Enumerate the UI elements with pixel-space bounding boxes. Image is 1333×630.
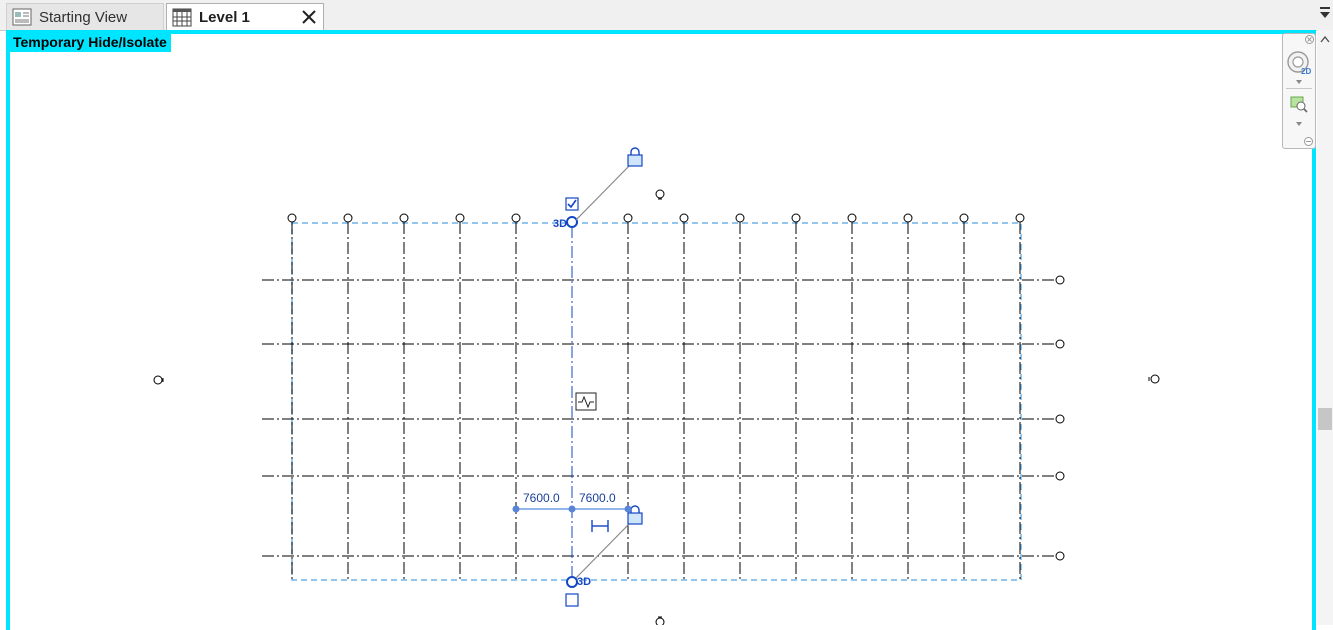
grid-bubble-v12[interactable]: [904, 214, 912, 222]
show-bubble-checkbox-bottom[interactable]: [566, 594, 578, 606]
tab-starting-view-label: Starting View: [39, 8, 128, 26]
temporary-hide-isolate-label: Temporary Hide/Isolate: [9, 33, 171, 52]
dimension-grip-right[interactable]: [625, 506, 632, 513]
grid-bubble-h4[interactable]: [1056, 472, 1064, 480]
grid-bubble-h3[interactable]: [1056, 415, 1064, 423]
selected-grid-bubble-bottom[interactable]: [567, 577, 577, 587]
navbar-options-icon[interactable]: [1304, 137, 1313, 146]
grid-bubble-v11[interactable]: [848, 214, 856, 222]
grid-bubble-v3[interactable]: [400, 214, 408, 222]
vertical-grid-lines: [292, 222, 1020, 580]
show-bubble-checkbox-top[interactable]: [566, 198, 578, 210]
grid-3d-label-bottom[interactable]: 3D: [577, 576, 592, 588]
chevron-down-icon[interactable]: [1295, 79, 1303, 85]
grid-bubble-v9[interactable]: [736, 214, 744, 222]
grid-bubble-v2[interactable]: [344, 214, 352, 222]
chevron-down-icon[interactable]: [1295, 121, 1303, 127]
selected-grid-bubble-top[interactable]: [567, 217, 577, 227]
grid-bubble-v10[interactable]: [792, 214, 800, 222]
grid-bubble-v7[interactable]: [624, 214, 632, 222]
grid-bubble-v1[interactable]: [288, 214, 296, 222]
grid-bubble-h5[interactable]: [1056, 552, 1064, 560]
lock-leader-top: [576, 164, 631, 220]
wheel-2d-badge: 2D: [1301, 67, 1312, 76]
elevation-marker-south[interactable]: [656, 617, 664, 625]
grid-bubble-h2[interactable]: [1056, 340, 1064, 348]
steering-wheel-icon[interactable]: [1286, 50, 1312, 76]
dimension-value-left[interactable]: 7600.0: [523, 491, 560, 505]
navbar-divider: [1286, 88, 1312, 89]
grid-bubble-h1[interactable]: [1056, 276, 1064, 284]
crop-region[interactable]: [292, 223, 1021, 580]
vertical-scrollbar[interactable]: [1317, 30, 1333, 625]
add-elbow-icon[interactable]: [576, 393, 596, 410]
scroll-up-icon[interactable]: [1319, 34, 1331, 46]
make-dimension-icon[interactable]: [592, 520, 608, 532]
grid-bubble-v5[interactable]: [512, 214, 520, 222]
grid-3d-label-top[interactable]: 3D: [553, 218, 568, 230]
temporary-dimension[interactable]: [513, 506, 632, 513]
elevation-marker-north[interactable]: [656, 190, 664, 199]
grid-bubble-v13[interactable]: [960, 214, 968, 222]
grid-bubble-v4[interactable]: [456, 214, 464, 222]
grid-bubble-v14[interactable]: [1016, 214, 1024, 222]
horizontal-grid-bubbles: [1056, 276, 1064, 560]
lock-icon[interactable]: [628, 148, 642, 166]
tab-level-1-label: Level 1: [199, 8, 250, 26]
dimension-grip-left[interactable]: [513, 506, 520, 513]
tab-list-dropdown-icon[interactable]: [1319, 6, 1331, 20]
vertical-grid-bubbles: [288, 214, 1024, 222]
elevation-marker-west[interactable]: [154, 376, 163, 384]
horizontal-grid-lines: [262, 280, 1055, 556]
grid-bubble-v8[interactable]: [680, 214, 688, 222]
dimension-value-right[interactable]: 7600.0: [579, 491, 616, 505]
scrollbar-thumb[interactable]: [1318, 408, 1332, 430]
dimension-grip-middle[interactable]: [569, 506, 576, 513]
elevation-marker-east[interactable]: [1149, 375, 1159, 383]
lock-leader-bottom: [576, 522, 631, 578]
close-icon[interactable]: [1305, 35, 1314, 44]
zoom-icon[interactable]: [1289, 94, 1309, 114]
navigation-bar: [1282, 33, 1316, 149]
